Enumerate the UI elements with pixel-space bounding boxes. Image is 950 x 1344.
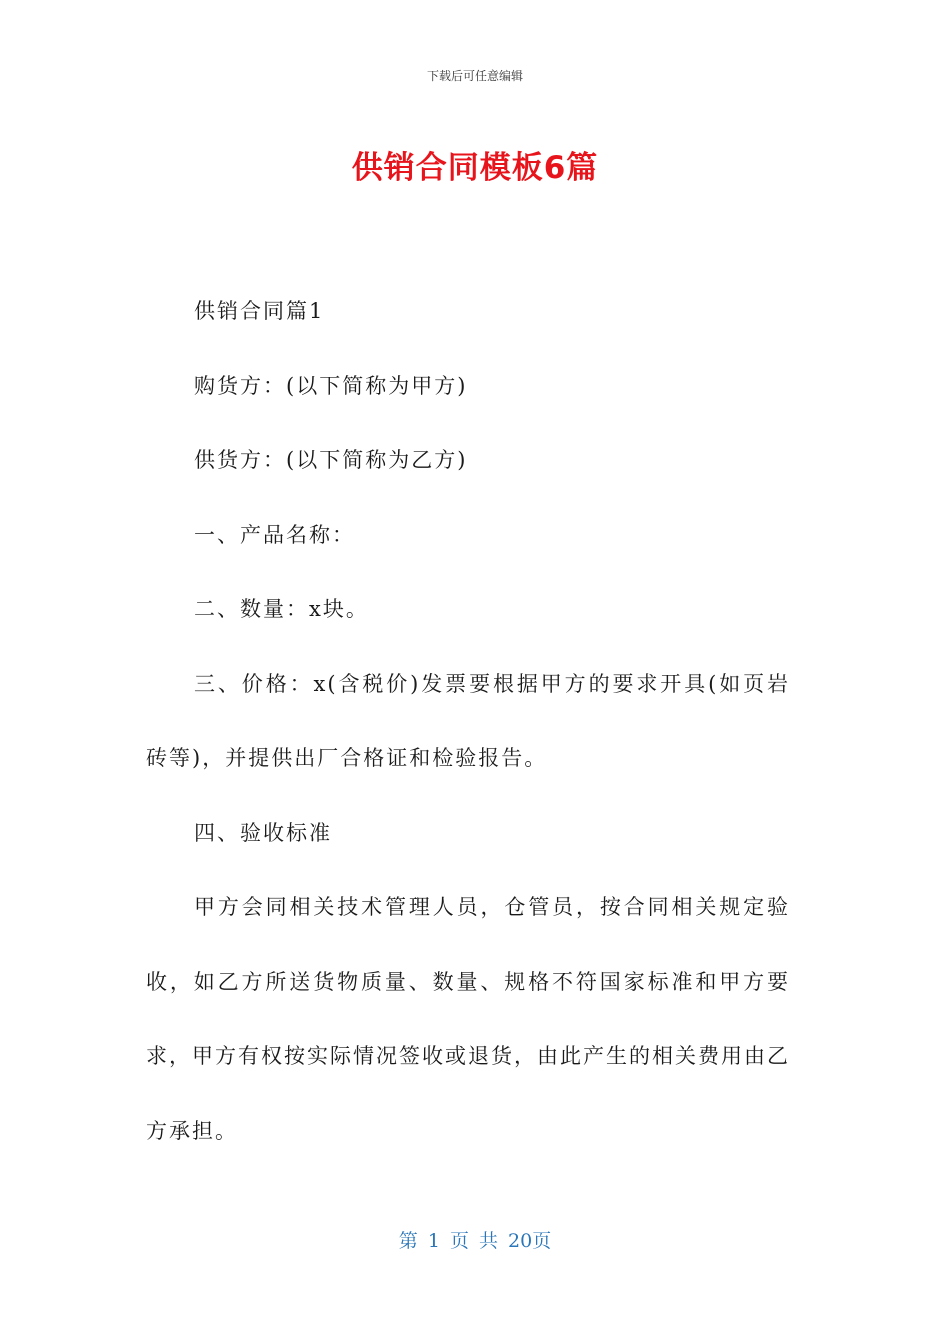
document-body	[146, 274, 790, 1168]
supplier-line: 供货方：(以下简称为乙方)	[194, 448, 468, 472]
clause-acceptance-heading: 四、验收标准	[194, 820, 332, 845]
footer-total-pages: 20页	[508, 1230, 552, 1252]
clause-quantity: 二、数量：x块。	[194, 597, 369, 621]
document-title: 供销合同模板6篇	[351, 150, 599, 186]
clause-price: 三、价格：x(含税价)发票要根据甲方的要求开具(如页岩砖等)，并提供出厂合格证和检验报告。	[146, 671, 790, 770]
section-heading: 供销合同篇1	[194, 299, 325, 323]
footer-middle: 页 共	[449, 1230, 498, 1252]
clause-acceptance-body: 甲方会同相关技术管理人员，仓管员，按合同相关规定验收，如乙方所送货物质量、数量、规格不符国家标准和甲方要求，甲方有权按实际情况签收或退货，由此产生的相关费用由乙方承担。	[146, 895, 790, 1143]
page-number-footer	[0, 1226, 950, 1253]
footer-current-page: 1	[427, 1230, 440, 1252]
footer-prefix: 第	[398, 1230, 418, 1252]
buyer-line: 购货方：(以下简称为甲方)	[194, 373, 468, 398]
clause-product-name: 一、产品名称：	[194, 522, 355, 547]
page-header-note: 下载后可任意编辑	[426, 69, 523, 83]
